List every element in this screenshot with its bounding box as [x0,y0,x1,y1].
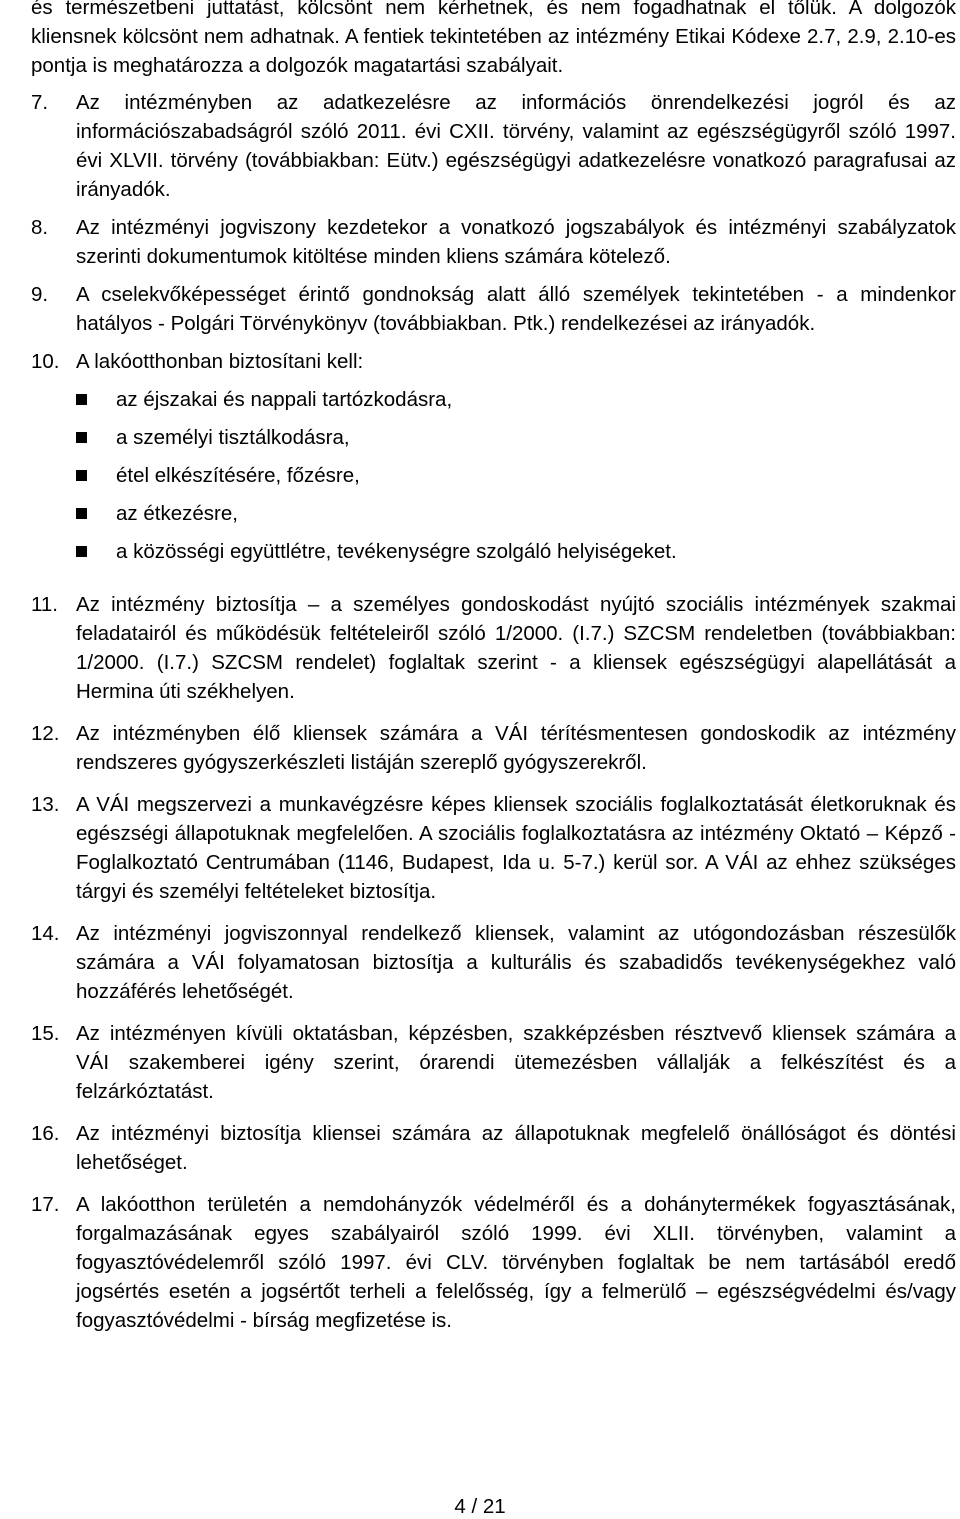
list-item-11 [31,590,956,706]
item-number: 9. [31,283,49,306]
bullet-item: étel elkészítésére, főzésre, [76,461,956,490]
item-text: Az intézményen kívüli oktatásban, képzésben, szakképzésben résztvevő kliensek számára a VÁI szakemberei igény szerint, órarendi ütemezésben vállalják a felkészítést és a felzárkóztatást. [76,1022,956,1103]
list-item-16 [31,1119,956,1177]
item-number: 12. [31,722,60,745]
item-number: 14. [31,922,60,945]
square-bullet-icon [76,394,87,405]
list-item-7 [31,88,956,204]
list-item-12 [31,719,956,777]
item-number: 13. [31,793,60,816]
list-item-17 [31,1190,956,1335]
bullet-item: az étkezésre, [76,499,956,528]
item-number: 8. [31,216,49,239]
item-text: Az intézményi jogviszonnyal rendelkező kliensek, valamint az utógondozásban részesülők számára a VÁI folyamatosan biztosítja a kulturális és szabadidős tevékenységekhez való hozzáférés lehetőségét. [76,922,956,1003]
list-item-14 [31,919,956,1006]
list-item-13 [31,790,956,906]
item-text: A cselekvőképességet érintő gondnokság alatt álló személyek tekintetében - a mindenkor hatályos - Polgári Törvénykönyv (továbbiakban. Ptk.) rendelkezései az irányadók. [76,283,956,335]
item-text: Az intézmény biztosítja – a személyes gondoskodást nyújtó szociális intézmények szakmai feladatairól és működésük feltételeiről szóló 1/2000. (I.7.) SZCSM rendeletben (továbbiakban: 1/2000. (I.7.) SZCSM rendelet) foglaltak szerint - a kliensek egészségügyi alapellátását a Hermina úti székhelyen. [76,593,956,703]
item-text: Az intézményben az adatkezelésre az információs önrendelkezési jogról és az információszabadságról szóló 2011. évi CXII. törvény, valamint az egészségügyről szóló 1997. évi XLVII. törvény (továbbiakban: Eütv.) egészségügyi adatkezelésre vonatkozó paragrafusai az irányadók. [76,91,956,201]
list-item-15 [31,1019,956,1106]
bullet-item: a közösségi együttlétre, tevékenységre szolgáló helyiségeket. [76,537,956,566]
list-item-8 [31,213,956,271]
bullet-item: a személyi tisztálkodásra, [76,423,956,452]
item-number: 11. [31,593,58,616]
item-text: Az intézményi biztosítja kliensei számára az állapotuknak megfelelő önállóságot és döntési lehetőséget. [76,1122,956,1174]
page-number: 4 / 21 [454,1495,506,1518]
intro-paragraph: és természetbeni juttatást, kölcsönt nem kérhetnek, és nem fogadhatnak el tőlük. A dolgozók kliensnek kölcsönt nem adhatnak. A fentiek tekintetében az intézmény Etikai Kódexe 2.7, 2.9, 2.10-es pontja is meghatározza a dolgozók magatartási szabályait. [31,0,956,77]
square-bullet-icon [76,470,87,481]
item-text: Az intézményi jogviszony kezdetekor a vonatkozó jogszabályok és intézményi szabályzatok szerinti dokumentumok kitöltése minden kliens számára kötelező. [76,216,956,268]
square-bullet-icon [76,546,87,557]
list-item-10 [31,347,956,566]
square-bullet-icon [76,508,87,519]
list-item-9 [31,280,956,338]
item-number: 7. [31,91,49,114]
item-number: 15. [31,1022,60,1045]
item-number: 17. [31,1193,60,1216]
item-number: 16. [31,1122,60,1145]
bullet-list [31,385,956,566]
item-text: A lakóotthon területén a nemdohányzók védelméről és a dohánytermékek fogyasztásának, forgalmazásának egyes szabályairól szóló 1999. évi XLII. törvényben, valamint a fogyasztóvédelemről szóló 1997. évi CLV. törvényben foglaltak be nem tartásából eredő jogsértés esetén a jogsértőt terheli a felelősség, így a felmerülő – egészségvédelmi és/vagy fogyasztóvédelmi - bírság megfizetése is. [76,1193,956,1332]
item-text: Az intézményben élő kliensek számára a VÁI térítésmentesen gondoskodik az intézmény rendszeres gyógyszerkészleti listáján szereplő gyógyszerekről. [76,722,956,774]
item-text: A VÁI megszervezi a munkavégzésre képes kliensek szociális foglalkoztatását életkoruknak és egészségi állapotuknak megfelelően. A szociális foglalkoztatásra az intézmény Oktató – Képző - Foglalkoztató Centrumában (1146, Budapest, Ida u. 5-7.) kerül sor. A VÁI az ehhez szükséges tárgyi és személyi feltételeket biztosítja. [76,793,956,903]
item-text: A lakóotthonban biztosítani kell: [76,350,364,373]
item-number: 10. [31,350,60,373]
square-bullet-icon [76,432,87,443]
document-page [31,0,956,1348]
bullet-item: az éjszakai és nappali tartózkodásra, [76,385,956,414]
